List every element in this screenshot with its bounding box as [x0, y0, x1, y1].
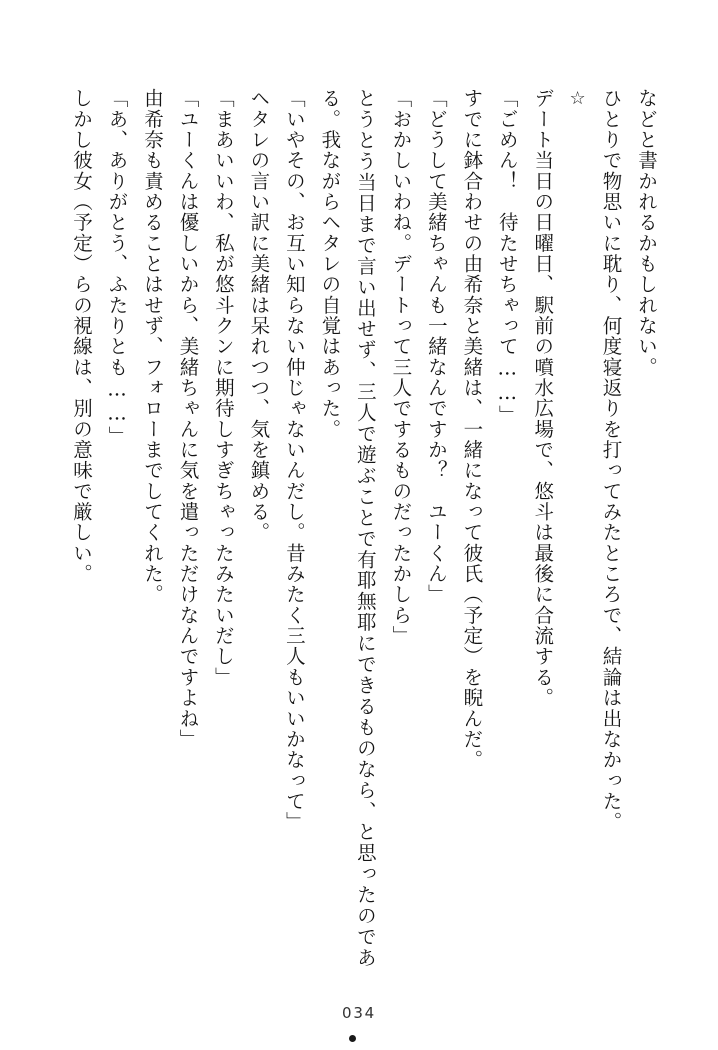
dialogue-line: 「おかしいわね。デートって三人でするものだったかしら」 [389, 88, 413, 647]
printer-mark-dot [349, 1035, 356, 1042]
dialogue-line: 「いやその、お互い知らない仲じゃないんだし。昔みたく三人もいいかなって」 [282, 88, 306, 833]
paragraph: などと書かれるかもしれない。 [635, 88, 658, 378]
page-number: 034 [341, 1004, 377, 1022]
paragraph: 由希奈も責めることはせず、フォローまでしてくれた。 [140, 88, 164, 605]
dialogue-line: 「どうして美緒ちゃんも一緒なんですか？ ユーくん」 [424, 88, 448, 605]
dialogue-line: 「まあいいわ、私が悠斗クンに期待しすぎちゃったみたいだし」 [211, 88, 235, 688]
star-separator: ☆ [567, 88, 589, 111]
paragraph: ひとりで物思いに耽り、何度寝返りを打ってみたところで、結論は出なかった。 [599, 88, 623, 833]
dialogue-line: 「あ、ありがとう、ふたりとも……」 [105, 88, 129, 447]
paragraph: とうとう当日まで言い出せず、三人で遊ぶことで有耶無耶にできるものなら、と思ったのである。我ながらヘタレの自覚はあった。 [318, 88, 377, 968]
paragraph: しかし彼女（予定）らの視線は、別の意味で厳しい。 [69, 88, 93, 585]
paragraph: デート当日の日曜日、駅前の噴水広場で、悠斗は最後に合流する。 [531, 88, 555, 709]
dialogue-line: 「ごめん！ 待たせちゃって……」 [495, 88, 519, 426]
paragraph: すでに鉢合わせの由希奈と美緒は、一緒になって彼氏（予定）を睨んだ。 [460, 88, 484, 771]
paragraph: ヘタレの言い訳に美緒は呆れつつ、気を鎮める。 [247, 88, 271, 543]
vertical-text-body [64, 88, 664, 968]
dialogue-line: 「ユーくんは優しいから、美緒ちゃんに気を遣っただけなんですよね」 [176, 88, 200, 750]
